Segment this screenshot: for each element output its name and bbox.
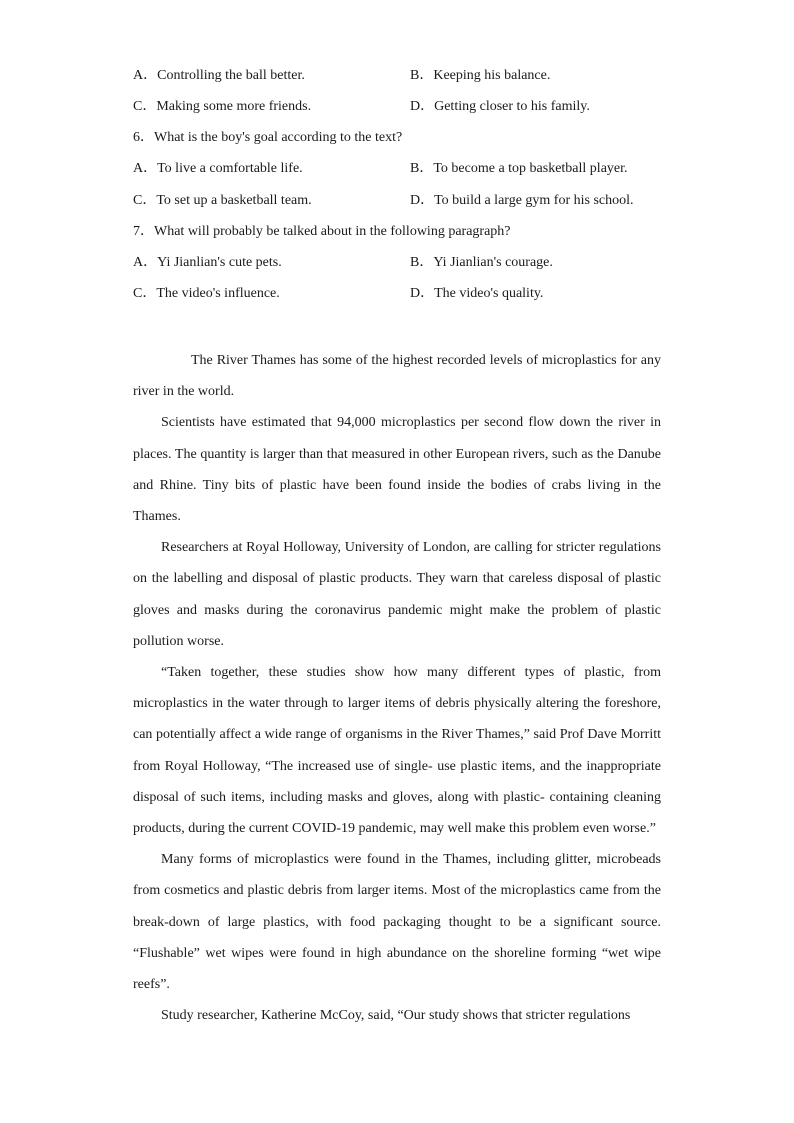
q7-option-d[interactable]: D．The video's quality.	[410, 286, 544, 301]
q6-option-a[interactable]: A．To live a comfortable life.	[133, 161, 303, 176]
q7-option-c[interactable]: C．The video's influence.	[133, 286, 280, 301]
passage-paragraph-3: Researchers at Royal Holloway, University of London, are calling for stricter regulations on the labelling and disposal of plastic products. They warn that careless disposal of plastic gloves and masks during the coronavirus pandemic might make the problem of plastic pollution worse.	[133, 540, 661, 649]
q7-option-b[interactable]: B．Yi Jianlian's courage.	[410, 255, 553, 270]
q6-option-d[interactable]: D．To build a large gym for his school.	[410, 193, 634, 208]
reading-passage	[133, 345, 661, 1031]
q5-option-c[interactable]: C．Making some more friends.	[133, 99, 312, 114]
q5-option-d[interactable]: D．Getting closer to his family.	[410, 99, 590, 114]
passage-paragraph-5: Many forms of microplastics were found in the Thames, including glitter, microbeads from cosmetics and plastic debris from larger items. Most of the microplastics came from the break-down of large plastics, with food packaging thought to be a significant source. “Flushable” wet wipes were found in high abundance on the shoreline forming “wet wipe reefs”.	[133, 852, 661, 993]
q6-option-c[interactable]: C．To set up a basketball team.	[133, 193, 312, 208]
q5-option-b[interactable]: B．Keeping his balance.	[410, 68, 551, 83]
q5-option-a[interactable]: A．Controlling the ball better.	[133, 68, 305, 83]
q6-stem: 6．What is the boy's goal according to the text?	[133, 130, 403, 145]
q7-option-a[interactable]: A．Yi Jianlian's cute pets.	[133, 255, 282, 270]
passage-paragraph-1: The River Thames has some of the highest recorded levels of microplastics for any river in the world.	[133, 353, 661, 400]
q7-stem: 7．What will probably be talked about in the following paragraph?	[133, 224, 511, 239]
passage-paragraph-4: “Taken together, these studies show how many different types of plastic, from microplastics in the water through to larger items of debris physically altering the foreshore, can potentially affect a wide range of organisms in the River Thames,” said Prof Dave Morritt from Royal Holloway, “The increased use of single- use plastic items, and the inappropriate disposal of such items, including masks and gloves, along with plastic- containing cleaning products, during the current COVID-19 pandemic, may well make this problem even worse.”	[133, 665, 661, 837]
passage-paragraph-2: Scientists have estimated that 94,000 microplastics per second flow down the river in places. The quantity is larger than that measured in other European rivers, such as the Danube and Rhine. Tiny bits of plastic have been found inside the bodies of crabs living in the Thames.	[133, 415, 661, 525]
passage-paragraph-6: Study researcher, Katherine McCoy, said, “Our study shows that stricter regulations	[161, 1008, 631, 1024]
q6-option-b[interactable]: B．To become a top basketball player.	[410, 161, 628, 176]
